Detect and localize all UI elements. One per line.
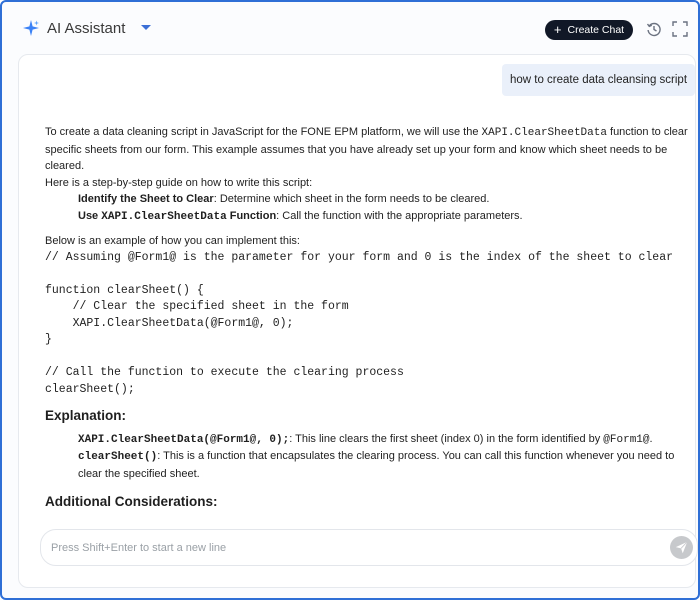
explanation-item-1 (45, 431, 695, 449)
explanation-2-code: clearSheet() (78, 451, 158, 463)
user-message (502, 64, 695, 96)
create-chat-label: Create Chat (567, 24, 625, 36)
intro-inline-code: XAPI.ClearSheetData (481, 127, 607, 139)
chevron-down-icon[interactable] (140, 24, 152, 32)
message-input[interactable] (49, 538, 653, 558)
explanation-item-2 (45, 448, 695, 482)
user-message-text: how to create data cleansing script (509, 74, 688, 86)
intro-paragraph (45, 124, 695, 175)
explanation-1-text: : This line clears the first sheet (index 0) in the form identified by (289, 432, 604, 445)
step-2-text: : Call the function with the appropriate parameters. (276, 209, 523, 222)
step-2-inline-code: XAPI.ClearSheetData (101, 210, 227, 223)
expand-icon[interactable] (672, 21, 688, 37)
code-block[interactable]: // Assuming @Form1@ is the parameter for your form and 0 is the index of the sheet to clear function clearSheet() { // Clear the specified sheet in the form XAPI.ClearSheetData(@Form1@, 0); } // Call the function to execute the clearing process clearSheet(); (45, 250, 674, 396)
explanation-1-end: . (649, 432, 653, 445)
explanation-1-code-ref: @Form1@ (603, 433, 650, 446)
send-icon (675, 541, 688, 554)
step-2-title-cont: Function (226, 209, 277, 222)
message-composer[interactable] (40, 529, 698, 566)
header (2, 2, 698, 56)
send-button[interactable] (670, 536, 693, 559)
sparkle-icon (22, 19, 40, 37)
step-1-text: : Determine which sheet in the form needs to be cleared. (213, 193, 490, 205)
explanation-2-text: : This is a function that encapsulates the clearing process. You can call this function whenever you need to clear the specified sheet. (78, 450, 675, 480)
assistant-message (45, 124, 695, 517)
explanation-1-code: XAPI.ClearSheetData(@Form1@, 0); (78, 433, 290, 446)
plus-icon: + (553, 22, 562, 37)
intro-text: To create a data cleaning script in JavaScript for the FONE EPM platform, we will use the (45, 126, 482, 138)
create-chat-button[interactable] (545, 20, 633, 40)
example-line: Below is an example of how you can implement this: (45, 235, 300, 247)
assistant-selector[interactable] (22, 19, 152, 37)
guide-line: Here is a step-by-step guide on how to write this script: (45, 176, 313, 189)
explanation-heading: Explanation: (45, 408, 127, 423)
additional-considerations-heading: Additional Considerations: (45, 494, 218, 509)
step-2-title: Use (78, 209, 102, 222)
step-1-title: Identify the Sheet to Clear (78, 193, 214, 205)
app-title: AI Assistant (47, 19, 126, 37)
step-1 (45, 191, 695, 208)
history-icon[interactable] (646, 21, 662, 37)
intro-text-cont: function to clear specific sheets from our form. This example assumes that you have already set up your form and know which sheet needs to be cleared. (45, 126, 688, 172)
step-2 (45, 208, 695, 226)
